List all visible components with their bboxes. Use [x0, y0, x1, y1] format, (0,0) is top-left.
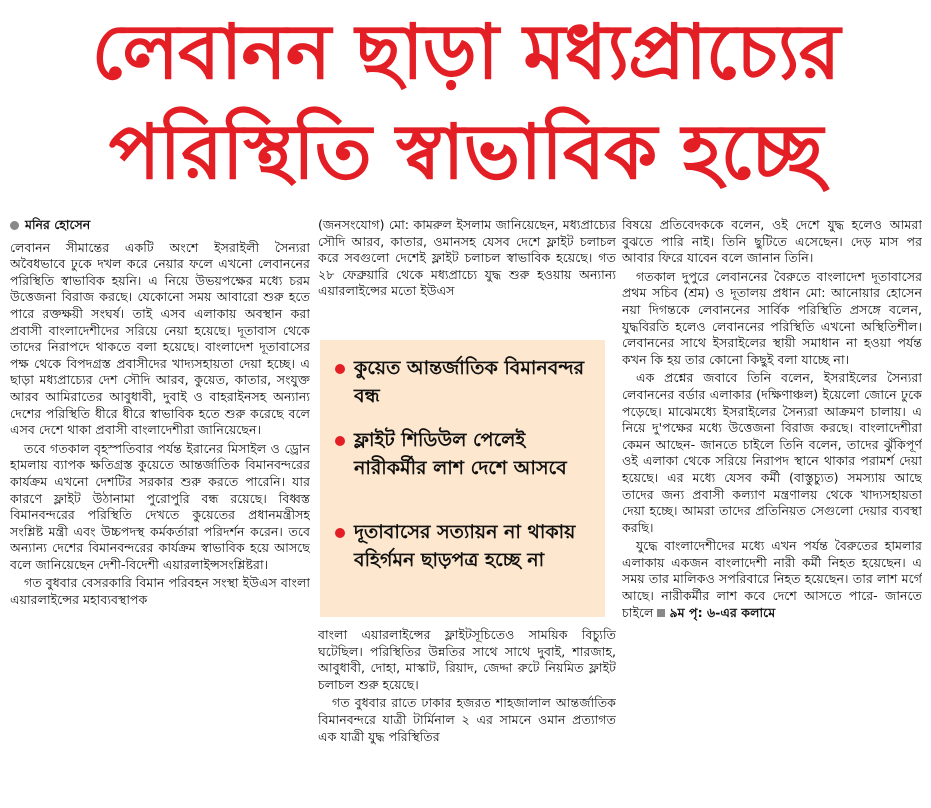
- highlight-box: [320, 340, 605, 617]
- article-column-2-top: [318, 217, 616, 337]
- headline-line-1: লেবানন ছাড়া মধ্যপ্রাচ্যের: [91, 7, 840, 96]
- byline-author: মনির হোসেন: [25, 217, 91, 232]
- paragraph: বাংলা এয়ারলাইন্সের ফ্লাইটসূচিতেও সাময়িক বিচ্যুতি ঘটেছিল। পরিস্থিতির উন্নতির সাথে সাথে দুবাই, শারজাহ, আবুধাবী, দোহা, মাস্কাট, রিয়াদ, জেদ্দা রুটে নিয়মিত ফ্লাইট চলাচল শুরু হয়েছে।: [318, 627, 616, 692]
- highlight-text: দূতাবাসের সত্যায়ন না থাকায় বহির্গমন ছাড়পত্র হচ্ছে না: [354, 521, 576, 571]
- headline-line-2: পরিস্থিতি স্বাভাবিক হচ্ছে: [108, 107, 823, 196]
- highlight-item: [340, 354, 590, 410]
- bullet-dot-icon: [10, 221, 19, 230]
- continuation-text: ৯ম পৃ: ৬-এর কলামে: [669, 604, 776, 620]
- byline: [10, 217, 310, 234]
- highlight-item: [340, 426, 590, 482]
- article-column-3: [622, 217, 922, 805]
- paragraph: গত বুধবার রাতে ঢাকার হজরত শাহজালাল আন্তর্জাতিক বিমানবন্দরে যাত্রী টার্মিনাল ২ এর সামনে ওমান প্রত্যাগত এক যাত্রী যুদ্ধ পরিস্থিতির: [318, 695, 616, 744]
- red-bullet-icon: [335, 364, 345, 374]
- paragraph: (জনসংযোগ) মো: কামরুল ইসলাম জানিয়েছেন, মধ্যপ্রাচ্যের সৌদি আরব, কাতার, ওমানসহ যেসব দেশে ফ্লাইট চলাচল করে সবগুলো দেশেই ফ্লাইট চলাচল স্বাভাবিক হয়েছে। গত ২৮ ফেব্রুয়ারি থেকে মধ্যপ্রাচ্যে যুদ্ধ শুরু হওয়ায় অন্যান্য এয়ারলাইন্সের মতো ইউএস: [318, 217, 616, 299]
- paragraph: লেবানন সীমান্তের একটি অংশে ইসরাইলী সৈন্যরা অবৈধভাবে ঢুকে দখল করে নেয়ার ফলে এখনো লেবাননের পরিস্থিতি স্বাভাবিক হয়নি। এ নিয়ে উভয়পক্ষের মধ্যে চরম উত্তেজনা বিরাজ করছে। যেকোনো সময় আবারো শুরু হতে পারে রক্তক্ষয়ী সংঘর্ষ। তাই এসব এলাকায় অবস্থান করা প্রবাসী বাংলাদেশীদের সরিয়ে নেয়া হয়েছে। দূতাবাস থেকে তাদের নিরাপদে থাকতে বলা হয়েছে। বাংলাদেশ দূতাবাসের পক্ষ থেকে বিপদগ্রস্ত প্রবাসীদের খাদ্যসহায়তা দেয়া হচ্ছে। এ ছাড়া মধ্যপ্রাচ্যের দেশ সৌদি আরব, কুয়েত, কাতার, সংযুক্ত আরব আমিরাতের আবুধাবী, দুবাই ও বাহরাইনসহ অন্যান্য দেশের পরিস্থিতি ধীরে ধীরে স্বাভাবিক হতে শুরু করেছে বলে এসব দেশে থাকা প্রবাসী বাংলাদেশীরা জানিয়েছেন।: [10, 239, 310, 438]
- highlight-item: [340, 518, 590, 574]
- paragraph: গত বুধবার বেসরকারি বিমান পরিবহন সংস্থা ইউএস বাংলা এয়ারলাইন্সের মহাব্যবস্থাপক: [10, 575, 310, 608]
- paragraph: [622, 538, 922, 621]
- article-column-2-bottom: [318, 627, 616, 805]
- article-column-1: [10, 217, 310, 805]
- square-icon: [657, 609, 665, 617]
- paragraph: গতকাল দুপুরে লেবাননের বৈরুতে বাংলাদেশ দূতাবাসের প্রথম সচিব (শ্রম) ও দূতালয় প্রধান মো: আনোয়ার হোসেন নয়া দিগন্তকে লেবাননের সার্বিক পরিস্থিতি প্রসঙ্গে বলেন, যুদ্ধবিরতি হলেও লেবাননের পরিস্থিতি এখনো অস্থিতিশীল। লেবাননের সাথে ইসরাইলের স্থায়ী সমাধান না হওয়া পর্যন্ত কখন কি হয় তার কোনো কিছুই বলা যাচ্ছে না।: [622, 268, 922, 367]
- paragraph-text: যুদ্ধে বাংলাদেশীদের মধ্যে এখন পর্যন্ত বৈরুতের হামলার এলাকায় একজন বাংলাদেশী নারী কর্মী নিহত হয়েছেন। এ সময় তার মালিকও সপরিবারে নিহত হয়েছেন। তার লাশ মর্গে আছে। নারীকর্মীর লাশ কবে দেশে আসতে পারে- জানতে চাইলে: [622, 538, 922, 620]
- paragraph: তবে গতকাল বৃহস্পতিবার পর্যন্ত ইরানের মিসাইল ও ড্রোন হামলায় ব্যাপক ক্ষতিগ্রস্ত কুয়েতে আন্তর্জাতিক বিমানবন্দরের কার্যক্রম এখনো দেশটির সরকার শুরু করতে পারেনি। যার কারণে ফ্লাইট উঠানামা পুরোপুরি বন্ধ রয়েছে। বিধ্বস্ত বিমানবন্দরের পরিস্থিতি দেখতে কুয়েতের প্রধানমন্ত্রীসহ সংশ্লিষ্ট মন্ত্রী এবং উচ্চপদস্থ কর্মকর্তারা পরিদর্শন করেন। তবে অন্যান্য দেশের বিমানবন্দরের কার্যক্রম স্বাভাবিক হয়ে আসছে বলে জানিয়েছেন দেশী-বিদেশী এয়ারলাইন্সসংশ্লিষ্টরা।: [10, 440, 310, 572]
- paragraph: বিষয়ে প্রতিবেদককে বলেন, ওই দেশে যুদ্ধ হলেও আমরা বুঝতে পারি নাই। তিনি ছুটিতে এসেছেন। দেড় মাস পর আবার ফিরে যাবেন বলে জানান তিনি।: [622, 217, 922, 266]
- continuation-note: [657, 605, 775, 620]
- highlight-text: কুয়েত আন্তর্জাতিক বিমানবন্দর বন্ধ: [354, 357, 585, 407]
- red-bullet-icon: [335, 436, 345, 446]
- highlight-text: ফ্লাইট শিডিউল পেলেই নারীকর্মীর লাশ দেশে আসবে: [354, 429, 567, 479]
- paragraph: এক প্রশ্নের জবাবে তিনি বলেন, ইসরাইলের সৈন্যরা লেবাননের বর্ডার এলাকার (দক্ষিণাঞ্চল) ইয়েলো জোনে ঢুকে পড়েছে। মাঝেমধ্যে ইসরাইলের সৈন্যরা আক্রমণ চালায়। এ নিয়ে দু'পক্ষের মধ্যে উত্তেজনা বিরাজ করছে। বাংলাদেশীরা কেমন আছেন- জানতে চাইলে তিনি বলেন, তাদের ঝুঁকিপূর্ণ ওই এলাকা থেকে সরিয়ে নিরাপদ স্থানে থাকার পরামর্শ দেয়া হয়েছে। এর মধ্যে যেসব কর্মী (বাস্তুচ্যুত) সমস্যায় আছে তাদের জন্য প্রবাসী কল্যাণ মন্ত্রণালয় থেকে খাদ্যসহায়তা দেয়া হচ্ছে। আমরা তাদের প্রতিনিয়ত সেগুলো দেয়ার ব্যবস্থা করছি।: [622, 370, 922, 535]
- red-bullet-icon: [335, 528, 345, 538]
